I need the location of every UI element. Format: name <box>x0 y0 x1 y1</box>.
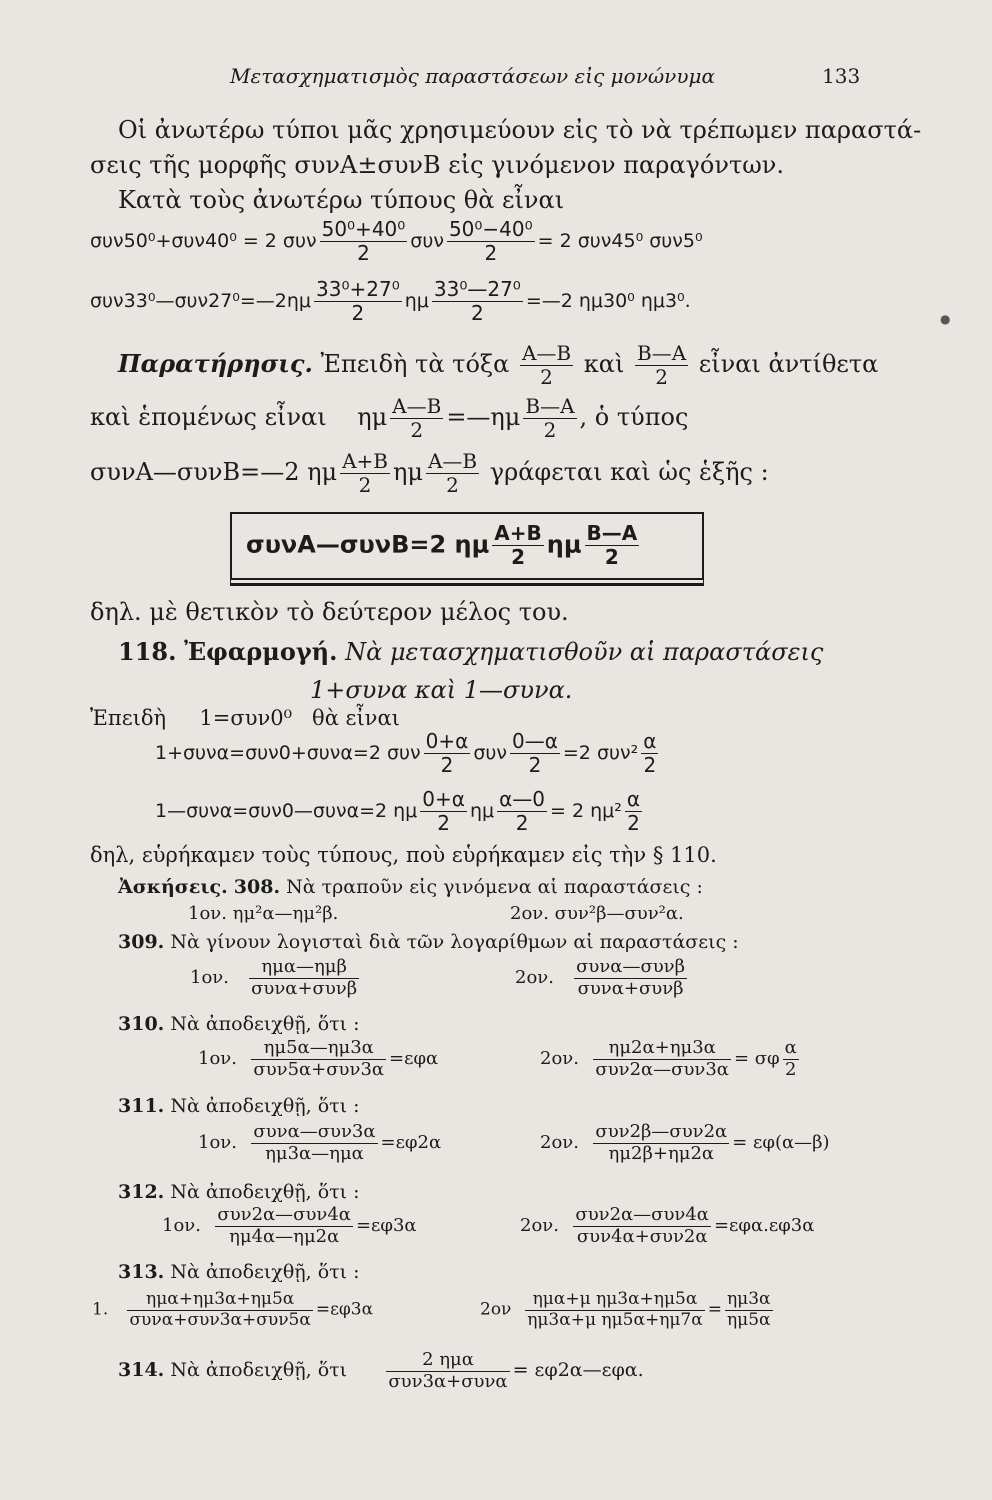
application-conclusion: δηλ, εὑρήκαμεν τοὺς τύπους, ποὺ εὑρήκαμεν εἰς τὴν § 110. <box>90 843 717 867</box>
exercise-309-part-2: 2ον. συνα—συνβ συνα+συνβ <box>515 956 686 999</box>
exercise-311-part-1: 1ον. συνα—συν3α ημ3α—ημα =εφ2α <box>198 1121 442 1164</box>
boxed-formula: συνΑ—συνΒ=2 ημ $\frac{A+B}{2}$ ημ $\frac{B—A}{2}$ <box>230 512 704 580</box>
exercise-308: Ἀσκήσεις. 308. Νὰ τραποῦν εἰς γινόμενα αἱ παραστάσεις : <box>118 876 703 898</box>
exercise-311: 311. Νὰ ἀποδειχθῇ, ὅτι : <box>118 1095 360 1117</box>
observation-line-2: καὶ ἑπομένως εἶναι ημ $\frac{A—B}{2}$ =—ημ $\frac{B—A}{2}$ , ὁ τύπος <box>90 394 689 442</box>
exercise-312-part-2: 2ον. συν2α—συν4α συν4α+συν2α =εφα.εφ3α <box>520 1204 815 1247</box>
margin-dot: ● <box>940 312 951 326</box>
exercise-308-part-2: 2ον. συν²β—συν²α. <box>510 903 684 924</box>
page-number: 133 <box>822 64 861 88</box>
exercise-310: 310. Νὰ ἀποδειχθῇ, ὅτι : <box>118 1013 360 1035</box>
exercise-309-part-1: 1ον. ημα—ημβ συνα+συνβ <box>190 956 358 999</box>
observation-line-3: συνΑ—συνΒ=—2 ημ $\frac{A+B}{2}$ ημ $\frac{A—B}{2}$ γράφεται καὶ ὡς ἑξῆς : <box>90 449 769 497</box>
observation-line-1: Παρατήρησις. Ἐπειδὴ τὰ τόξα $\frac{A—B}{2}$ καὶ $\frac{B—A}{2}$ εἶναι ἀντίθετα <box>118 341 879 389</box>
intro-line-3: Κατὰ τοὺς ἀνωτέρω τύπους θὰ εἶναι <box>118 186 565 214</box>
application-since: Ἐπειδὴ 1=συν0⁰ θὰ εἶναι <box>90 706 400 730</box>
application-task-2: 1+συνα καὶ 1—συνα. <box>310 676 573 704</box>
exercise-312-part-1: 1ον. συν2α—συν4α ημ4α—ημ2α =εφ3α <box>162 1204 417 1247</box>
observation-title: Παρατήρησις. <box>118 349 313 378</box>
equation-1: συν50⁰+συν40⁰ = 2 συν $\frac{\text{50⁰+40⁰}}{2}$ συν $\frac{\text{50⁰−40⁰}}{2}$ = 2 συν45⁰ συν5⁰ <box>90 217 703 265</box>
exercise-310-part-2: 2ον. ημ2α+ημ3α συν2α—συν3α = σφ $\frac{\alpha}{2}$ <box>540 1037 797 1080</box>
exercise-310-part-1: 1ον. ημ5α—ημ3α συν5α+συν3α =εφα <box>198 1037 439 1080</box>
after-box-text: δηλ. μὲ θετικὸν τὸ δεύτερον μέλος του. <box>90 598 569 626</box>
application-equation-2: 1—συνα=συν0—συνα=2 ημ $\frac{0+\alpha}{2}$ ημ $\frac{\alpha—0}{2}$ = 2 ημ² $\frac{\alpha}{2}$ <box>155 787 641 835</box>
equation-2: συν33⁰—συν27⁰=—2ημ $\frac{\text{33⁰+27⁰}}{2}$ ημ $\frac{\text{33⁰—27⁰}}{2}$ =—2 ημ30⁰ ημ3⁰. <box>90 277 691 325</box>
exercise-313-part-1: 1. ημα+ημ3α+ημ5α συνα+συν3α+συν5α =εφ3α <box>92 1289 374 1330</box>
application-equation-1: 1+συνα=συν0+συνα=2 συν $\frac{0+\alpha}{2}$ συν $\frac{0—\alpha}{2}$ =2 συν² $\frac{\alpha}{2}$ <box>155 729 657 777</box>
exercise-313-part-2: 2ον ημα+μ ημ3α+ημ5α ημ3α+μ ημ5α+ημ7α = $\frac{\eta\mu 3\alpha}{\eta\mu 5\alpha}$ <box>480 1289 771 1330</box>
exercise-314: 314. Νὰ ἀποδειχθῇ, ὅτι 2 ημα συν3α+συνα = εφ2α—εφα. <box>118 1349 644 1392</box>
exercise-308-part-1: 1ον. ημ²α—ημ²β. <box>188 903 339 924</box>
intro-line-2: σεις τῆς μορφῆς συνΑ±συνΒ εἰς γινόμενον παραγόντων. <box>90 151 785 179</box>
exercise-309: 309. Νὰ γίνουν λογισταὶ διὰ τῶν λογαρίθμων αἱ παραστάσεις : <box>118 931 739 953</box>
exercise-312: 312. Νὰ ἀποδειχθῇ, ὅτι : <box>118 1181 360 1203</box>
running-header: Μετασχηματισμὸς παραστάσεων εἰς μονώνυμα <box>230 64 715 88</box>
exercise-311-part-2: 2ον. συν2β—συν2α ημ2β+ημ2α = εφ(α—β) <box>540 1121 830 1164</box>
intro-line-1: Οἱ ἀνωτέρω τύποι μᾶς χρησιμεύουν εἰς τὸ νὰ τρέπωμεν παραστά- <box>118 116 922 144</box>
application-heading: 118. Ἐφαρμογή. Νὰ μετασχηματισθοῦν αἱ παραστάσεις <box>118 637 824 666</box>
exercise-313: 313. Νὰ ἀποδειχθῇ, ὅτι : <box>118 1261 360 1283</box>
